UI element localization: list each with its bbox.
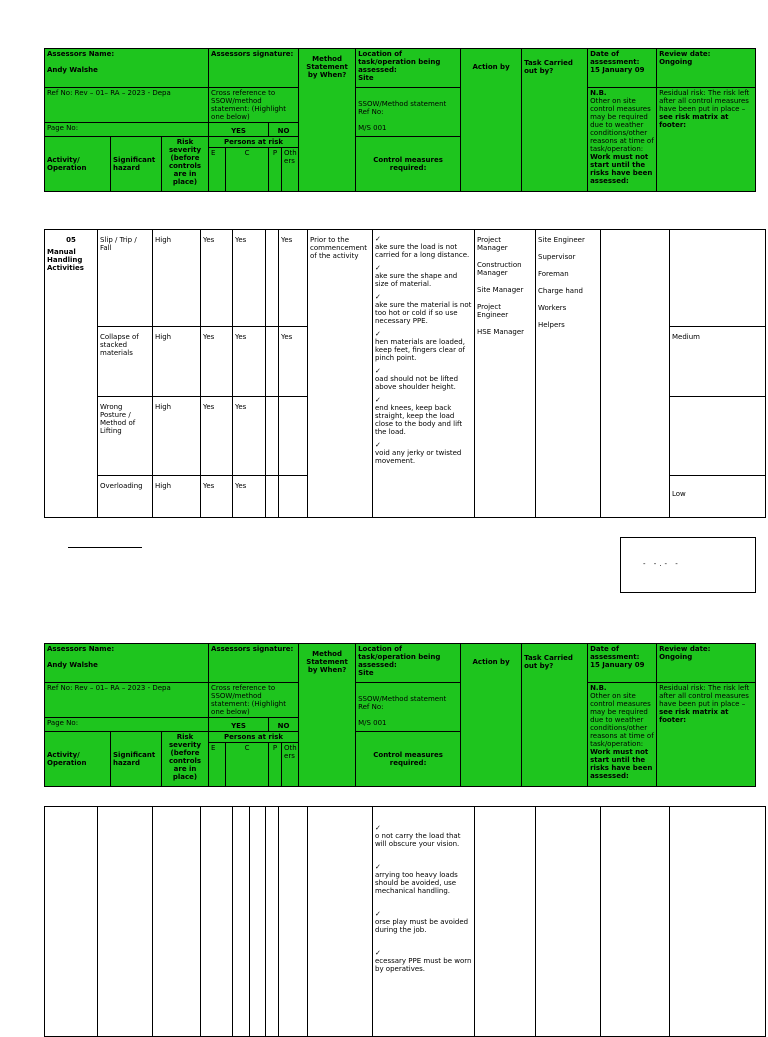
table-row-others bbox=[279, 397, 308, 476]
assessors-name-label: Assessors Name: bbox=[47, 50, 115, 58]
task-carried-label: Task Carried out by? bbox=[522, 644, 588, 787]
list-item: Foreman bbox=[538, 270, 569, 278]
ms-number: M/S 001 bbox=[358, 124, 387, 132]
table-row-residual: Medium bbox=[670, 327, 766, 397]
hazard-label: Significant hazard bbox=[111, 732, 162, 787]
location-cell bbox=[356, 49, 461, 88]
table-row-e: Yes bbox=[233, 230, 266, 327]
controls-cell bbox=[373, 230, 475, 518]
carried-by-list bbox=[536, 230, 601, 518]
ref-no: Ref No: Rev – 01– RA – 2023 - Depa bbox=[45, 683, 209, 718]
table-row-severity: High bbox=[153, 397, 201, 476]
col-c: C bbox=[226, 148, 269, 192]
list-item: Construction Manager bbox=[477, 261, 522, 277]
empty-cell bbox=[601, 230, 670, 518]
list-item: Workers bbox=[538, 304, 567, 312]
location-cell bbox=[356, 644, 461, 683]
no-label: NO bbox=[269, 123, 299, 137]
location-label: Location of task/operation being assessed: bbox=[358, 645, 441, 669]
table-row-residual: Low bbox=[670, 476, 766, 518]
col-others: Oth ers bbox=[282, 148, 299, 192]
assessors-name-cell bbox=[45, 644, 209, 683]
table-row-severity: High bbox=[153, 476, 201, 518]
table-row-c bbox=[266, 230, 279, 327]
location-label: Location of task/operation being assessed: bbox=[358, 50, 441, 74]
empty-cell bbox=[670, 807, 766, 1037]
ssow-ref-cell bbox=[356, 683, 461, 732]
header-block-2 bbox=[44, 643, 756, 787]
control-item: ✓ ake sure the material is not too hot or cold if so use necessary PPE. bbox=[375, 293, 472, 325]
review-label: Review date: bbox=[659, 645, 711, 653]
control-item: ✓ o not carry the load that will obscure your vision. bbox=[375, 825, 472, 848]
persons-at-risk-label: Persons at risk bbox=[209, 732, 299, 743]
location-value: Site bbox=[358, 74, 374, 82]
activity-label: Activity/ Operation bbox=[45, 732, 111, 787]
empty-cell bbox=[153, 807, 201, 1037]
assessors-name-cell bbox=[45, 49, 209, 88]
empty-cell bbox=[201, 807, 233, 1037]
table-row-hazard: Overloading bbox=[98, 476, 153, 518]
ssow-ref: SSOW/Method statement Ref No: bbox=[358, 695, 447, 711]
yes-label: YES bbox=[209, 123, 269, 137]
control-item: ✓ arrying too heavy loads should be avoided, use mechanical handling. bbox=[375, 864, 472, 895]
location-value: Site bbox=[358, 669, 374, 677]
check-icon: ✓ bbox=[375, 235, 381, 243]
empty-cell bbox=[279, 807, 308, 1037]
check-icon: ✓ bbox=[375, 824, 381, 832]
nb-text: Other on site control measures may be required due to weather conditions/other reasons at time of task/operation: bbox=[590, 692, 654, 748]
empty-cell bbox=[45, 807, 98, 1037]
method-statement-text: Prior to the commencement of the activity bbox=[308, 230, 373, 518]
task-carried-label: Task Carried out by? bbox=[522, 49, 588, 192]
no-label: NO bbox=[269, 718, 299, 732]
persons-at-risk-label: Persons at risk bbox=[209, 137, 299, 148]
control-item: ✓ ake sure the load is not carried for a long distance. bbox=[375, 236, 472, 259]
residual-cell bbox=[657, 88, 756, 192]
table-row-severity: High bbox=[153, 230, 201, 327]
list-item: Site Manager bbox=[477, 286, 524, 294]
yes-label: YES bbox=[209, 718, 269, 732]
control-item: ✓ orse play must be avoided during the job. bbox=[375, 911, 472, 934]
residual-text: Residual risk: The risk left after all control measures have been put in place – bbox=[659, 89, 750, 113]
date-cell bbox=[588, 644, 657, 683]
empty-cell bbox=[475, 807, 536, 1037]
table-row-residual bbox=[670, 230, 766, 327]
note-box bbox=[620, 537, 756, 593]
nb-text: Other on site control measures may be required due to weather conditions/other reasons at time of task/operation: bbox=[590, 97, 654, 153]
empty-cell bbox=[601, 807, 670, 1037]
empty-cell bbox=[536, 807, 601, 1037]
assessors-name: Andy Walshe bbox=[47, 661, 98, 669]
check-icon: ✓ bbox=[375, 396, 381, 404]
table-row-e: Yes bbox=[233, 397, 266, 476]
check-icon: ✓ bbox=[375, 330, 381, 338]
method-statement-label: Method Statement by When? bbox=[299, 644, 356, 787]
nb-cell bbox=[588, 683, 657, 787]
list-item: Charge hand bbox=[538, 287, 583, 295]
nb-title: N.B. bbox=[590, 684, 607, 692]
check-icon: ✓ bbox=[375, 367, 381, 375]
note-box-text: - -.- - bbox=[643, 560, 681, 568]
review-value: Ongoing bbox=[659, 58, 693, 66]
residual-bold: see risk matrix at footer: bbox=[659, 708, 729, 724]
action-by-list bbox=[475, 230, 536, 518]
ssow-ref: SSOW/Method statement Ref No: bbox=[358, 100, 447, 116]
table-row-yes: Yes bbox=[201, 476, 233, 518]
activity-cell bbox=[45, 230, 98, 518]
activity-label: Activity/ Operation bbox=[45, 137, 111, 192]
table-row-others: Yes bbox=[279, 230, 308, 327]
table-row-severity: High bbox=[153, 327, 201, 397]
list-item: HSE Manager bbox=[477, 328, 525, 336]
table-row-residual bbox=[670, 397, 766, 476]
residual-bold: see risk matrix at footer: bbox=[659, 113, 729, 129]
method-statement-label: Method Statement by When? bbox=[299, 49, 356, 192]
control-item: ✓ hen materials are loaded, keep feet, fingers clear of pinch point. bbox=[375, 331, 472, 362]
residual-cell bbox=[657, 683, 756, 787]
col-e: E bbox=[209, 148, 226, 192]
table-row-e: Yes bbox=[233, 476, 266, 518]
assessors-signature-label: Assessors signature: bbox=[209, 644, 299, 683]
table-row-c bbox=[266, 327, 279, 397]
table-row-yes: Yes bbox=[201, 327, 233, 397]
table-row-yes: Yes bbox=[201, 230, 233, 327]
page-no: Page No: bbox=[45, 718, 209, 732]
review-label: Review date: bbox=[659, 50, 711, 58]
date-cell bbox=[588, 49, 657, 88]
empty-cell bbox=[266, 807, 279, 1037]
col-others: Oth ers bbox=[282, 743, 299, 787]
empty-cell bbox=[233, 807, 250, 1037]
body-block-1 bbox=[44, 229, 766, 518]
cross-reference: Cross reference to SSOW/method statement: (Highlight one below) bbox=[209, 683, 299, 718]
table-row-hazard: Wrong Posture / Method of Lifting bbox=[98, 397, 153, 476]
empty-cell bbox=[308, 807, 373, 1037]
control-item: ✓ void any jerky or twisted movement. bbox=[375, 442, 472, 465]
action-by-label: Action by bbox=[461, 49, 522, 192]
check-icon: ✓ bbox=[375, 264, 381, 272]
date-label: Date of assessment: bbox=[590, 50, 640, 66]
nb-cell bbox=[588, 88, 657, 192]
ref-no: Ref No: Rev – 01– RA – 2023 - Depa bbox=[45, 88, 209, 123]
table-row-hazard: Slip / Trip / Fall bbox=[98, 230, 153, 327]
assessors-name-label: Assessors Name: bbox=[47, 645, 115, 653]
list-item: Supervisor bbox=[538, 253, 576, 261]
list-item: Helpers bbox=[538, 321, 565, 329]
list-item: Site Engineer bbox=[538, 236, 585, 244]
col-c: C bbox=[226, 743, 269, 787]
control-item: ✓ oad should not be lifted above shoulder height. bbox=[375, 368, 472, 391]
review-cell bbox=[657, 49, 756, 88]
col-p: P bbox=[269, 743, 282, 787]
nb-bold: Work must not start until the risks have been assessed: bbox=[590, 748, 653, 780]
date-value: 15 January 09 bbox=[590, 661, 645, 669]
table-row-e: Yes bbox=[233, 327, 266, 397]
nb-title: N.B. bbox=[590, 89, 607, 97]
col-p: P bbox=[269, 148, 282, 192]
cross-reference: Cross reference to SSOW/method statement: (Highlight one below) bbox=[209, 88, 299, 123]
table-row-yes: Yes bbox=[201, 397, 233, 476]
activity-no: 05 bbox=[66, 236, 76, 244]
table-row-c bbox=[266, 476, 279, 518]
activity-name: Manual Handling Activities bbox=[47, 248, 84, 272]
control-label: Control measures required: bbox=[356, 137, 461, 192]
table-row-hazard: Collapse of stacked materials bbox=[98, 327, 153, 397]
empty-cell bbox=[98, 807, 153, 1037]
ms-number: M/S 001 bbox=[358, 719, 387, 727]
page-no: Page No: bbox=[45, 123, 209, 137]
empty-cell bbox=[250, 807, 266, 1037]
assessors-name: Andy Walshe bbox=[47, 66, 98, 74]
check-icon: ✓ bbox=[375, 863, 381, 871]
risk-label: Risk severity (before controls are in place) bbox=[162, 732, 209, 787]
date-value: 15 January 09 bbox=[590, 66, 645, 74]
check-icon: ✓ bbox=[375, 293, 381, 301]
list-item: Project Engineer bbox=[477, 303, 509, 319]
hazard-label: Significant hazard bbox=[111, 137, 162, 192]
table-row-others: Yes bbox=[279, 327, 308, 397]
control-item: ✓ ecessary PPE must be worn by operatives. bbox=[375, 949, 472, 973]
controls-cell bbox=[373, 807, 475, 1037]
body-block-2 bbox=[44, 806, 766, 1037]
risk-label: Risk severity (before controls are in place) bbox=[162, 137, 209, 192]
list-item: Project Manager bbox=[477, 236, 508, 252]
action-by-label: Action by bbox=[461, 644, 522, 787]
check-icon: ✓ bbox=[375, 441, 381, 449]
nb-bold: Work must not start until the risks have been assessed: bbox=[590, 153, 653, 185]
review-value: Ongoing bbox=[659, 653, 693, 661]
check-icon: ✓ bbox=[375, 949, 381, 957]
review-cell bbox=[657, 644, 756, 683]
assessors-signature-label: Assessors signature: bbox=[209, 49, 299, 88]
date-label: Date of assessment: bbox=[590, 645, 640, 661]
ssow-ref-cell bbox=[356, 88, 461, 137]
signature-line bbox=[68, 547, 142, 548]
control-item: ✓ ake sure the shape and size of material. bbox=[375, 265, 472, 288]
control-label: Control measures required: bbox=[356, 732, 461, 787]
table-row-c bbox=[266, 397, 279, 476]
residual-text: Residual risk: The risk left after all control measures have been put in place – bbox=[659, 684, 750, 708]
control-item: ✓ end knees, keep back straight, keep the load close to the body and lift the load. bbox=[375, 397, 472, 436]
table-row-others bbox=[279, 476, 308, 518]
header-block-1 bbox=[44, 48, 756, 192]
check-icon: ✓ bbox=[375, 910, 381, 918]
col-e: E bbox=[209, 743, 226, 787]
